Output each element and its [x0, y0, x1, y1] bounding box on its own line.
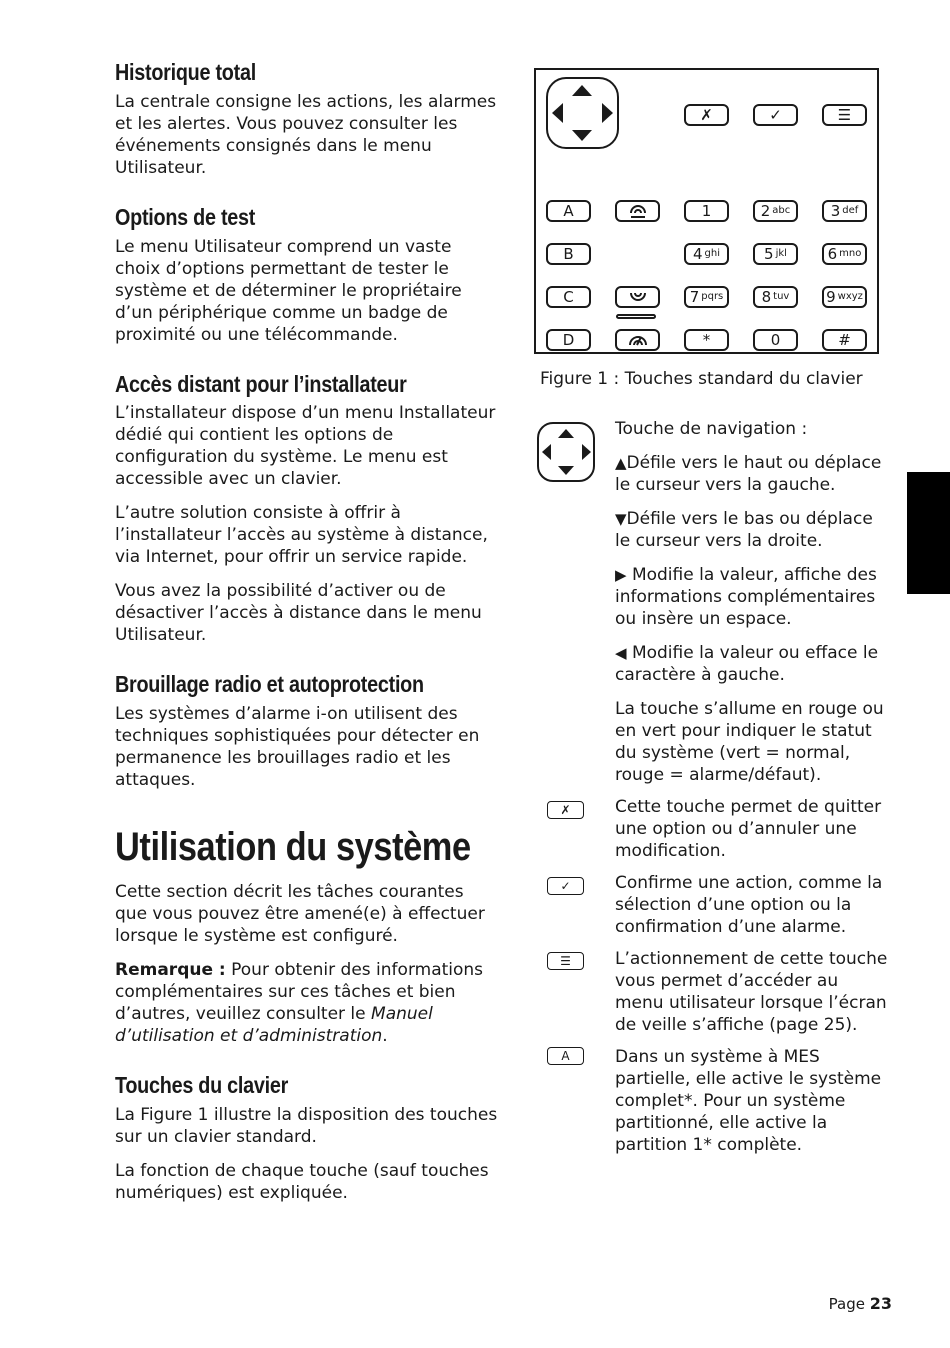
key-6-label: 6: [827, 244, 838, 263]
remarque-body: Pour obtenir des informations complémentaires sur ces tâches et bien d’autres, veuillez consulter le: [115, 960, 484, 1024]
legend-menu-key-icon: [547, 952, 584, 970]
key-8-label: 8: [761, 287, 772, 306]
nav-icon-right-arrow-icon: [582, 444, 591, 460]
heading-acces-distant: Accès distant pour l’installateur: [115, 370, 407, 397]
key-legend: [615, 418, 890, 1166]
nav-light-desc: La touche s’allume en rouge ou en vert pour indiquer le statut du système (vert = normal, rouge = alarme/défaut).: [615, 699, 884, 785]
nav-right-text: Modifie la valeur, affiche des informations complémentaires ou insère un espace.: [615, 565, 877, 629]
navigation-key-icon: [537, 422, 595, 482]
key-b: [546, 243, 591, 265]
sound-key: [615, 286, 660, 308]
key-9-letters: wxyz: [837, 291, 863, 302]
key-5-label: 5: [764, 244, 774, 263]
key-9: [822, 286, 867, 308]
key-8: [753, 286, 798, 308]
legend-cancel-icon: ✗: [560, 803, 571, 817]
menu-key: [822, 104, 867, 126]
key-3-letters: def: [842, 205, 859, 216]
heading-touches: Touches du clavier: [115, 1072, 289, 1098]
nav-left-arrow-icon: [552, 103, 563, 123]
key-d: [546, 329, 591, 351]
key-6-letters: mno: [839, 248, 862, 259]
left-column: [115, 58, 500, 1220]
remarque-italic: Manuel d’utilisation et d’administration: [115, 1004, 433, 1046]
key-2-letters: abc: [772, 205, 791, 216]
down-arrow-icon: ▼: [615, 510, 627, 528]
key-9-label: 9: [826, 287, 836, 306]
key-7-label: 7: [689, 287, 700, 306]
key-c: [546, 286, 591, 308]
key-2-label: 2: [760, 201, 771, 220]
a-desc: Dans un système à MES partielle, elle active le système complet*. Pour un système partitionné, elle active la partition 1* complète.: [615, 1047, 882, 1155]
left-arrow-icon: ◀: [615, 644, 627, 662]
section-options-test: [115, 203, 500, 346]
key-star-label: *: [702, 330, 711, 349]
key-5-letters: jkl: [775, 248, 787, 259]
keypad-figure: [534, 68, 879, 354]
heading-utilisation: Utilisation du système: [115, 825, 471, 869]
nav-right-arrow-icon: [602, 103, 613, 123]
legend-check-icon: ✓: [560, 879, 571, 893]
part-set-key: [615, 200, 660, 222]
key-3-label: 3: [830, 201, 841, 220]
key-1-label: 1: [701, 201, 712, 220]
heading-options-test: Options de test: [115, 203, 256, 230]
key-a-label: A: [563, 201, 574, 220]
menu-desc: L’actionnement de cette touche vous permet d’accéder au menu utilisateur lorsque l’écran de veille s’affiche (page 25).: [615, 949, 888, 1035]
key-5: [753, 243, 798, 265]
legend-a-key-icon: [547, 1047, 584, 1065]
legend-confirm-key-icon: [547, 877, 584, 895]
legend-a-label: A: [561, 1049, 570, 1063]
text-touches-2: La fonction de chaque touche (sauf touches numériques) est expliquée.: [115, 1160, 489, 1203]
part-set-icon: [627, 203, 649, 219]
nav-up-text: Défile vers le haut ou déplace le curseur vers la gauche.: [615, 453, 882, 495]
heading-brouillage: Brouillage radio et autoprotection: [115, 671, 424, 698]
key-a: [546, 200, 591, 222]
page-label: Page: [828, 1295, 870, 1313]
legend-cancel-key-icon: [547, 801, 584, 819]
cancel-key: [684, 104, 729, 126]
nav-icon-down-arrow-icon: [558, 466, 574, 475]
key-1: [684, 200, 729, 222]
confirm-key: [753, 104, 798, 126]
key-6: [822, 243, 867, 265]
text-touches-1: La Figure 1 illustre la disposition des touches sur un clavier standard.: [115, 1104, 498, 1147]
nav-pad: [546, 77, 619, 149]
section-brouillage: [115, 670, 500, 791]
key-2: [753, 200, 798, 222]
section-acces-distant: [115, 370, 500, 647]
key-star: [684, 329, 729, 351]
nav-down-arrow-icon: [572, 130, 592, 141]
text-acces-distant-3: Vous avez la possibilité d’activer ou de désactiver l’accès à distance dans le menu Utilisateur.: [115, 581, 482, 646]
section-utilisation: [115, 823, 500, 1047]
remarque-end: .: [382, 1026, 388, 1046]
key-hash: [822, 329, 867, 351]
nav-right-desc: [615, 564, 890, 630]
key-c-label: C: [563, 287, 574, 306]
right-arrow-icon: ▶: [615, 566, 627, 584]
key-hash-label: #: [838, 330, 851, 349]
sound-icon: [627, 290, 649, 304]
key-4: [684, 243, 729, 265]
key-7: [684, 286, 729, 308]
confirm-desc: Confirme une action, comme la sélection d’une option ou la confirmation d’une alarme.: [615, 873, 883, 937]
nav-left-desc: [615, 642, 890, 686]
nav-down-text: Défile vers le bas ou déplace le curseur vers la droite.: [615, 509, 873, 551]
nav-icon-up-arrow-icon: [558, 429, 574, 438]
chapter-tab-marker: [907, 472, 950, 594]
text-utilisation: Cette section décrit les tâches courantes que vous pouvez être amené(e) à effectuer lorsque le système est configuré.: [115, 882, 485, 946]
key-b-label: B: [563, 244, 574, 263]
key-d-label: D: [562, 330, 575, 349]
nav-down-desc: [615, 508, 890, 552]
section-touches: [115, 1071, 500, 1204]
key-0: [753, 329, 798, 351]
cancel-icon: ✗: [700, 105, 713, 124]
menu-icon: ☰: [837, 105, 852, 124]
legend-menu-icon: ☰: [560, 954, 571, 968]
nav-up-arrow-icon: [572, 85, 592, 96]
up-arrow-icon: ▲: [615, 454, 627, 472]
page-number-value: 23: [869, 1294, 892, 1313]
full-set-key: [615, 329, 660, 351]
nav-left-text: Modifie la valeur ou efface le caractère à gauche.: [615, 643, 879, 685]
key-4-label: 4: [692, 244, 703, 263]
key-3: [822, 200, 867, 222]
key-4-letters: ghi: [704, 248, 720, 259]
status-light-bar: [616, 314, 656, 319]
full-set-icon: [627, 333, 649, 347]
key-7-letters: pqrs: [701, 291, 724, 302]
text-acces-distant-2: L’autre solution consiste à offrir à l’installateur l’accès au système à distance, via Internet, pour offrir un service rapide.: [115, 503, 488, 568]
section-historique: [115, 58, 500, 179]
text-acces-distant-1: L’installateur dispose d’un menu Installateur dédié qui contient les options de configuration du système. Le menu est accessible avec un clavier.: [115, 403, 496, 490]
nav-up-desc: [615, 452, 890, 496]
key-0-label: 0: [770, 330, 781, 349]
nav-title: Touche de navigation :: [615, 419, 808, 439]
text-brouillage: Les systèmes d’alarme i-on utilisent des techniques sophistiquées pour détecter en permanence les brouillages radio et les attaques.: [115, 704, 480, 790]
heading-historique: Historique total: [115, 59, 256, 85]
page-number: [829, 1294, 892, 1313]
nav-icon-left-arrow-icon: [542, 444, 551, 460]
text-options-test: Le menu Utilisateur comprend un vaste choix d’options permettant de tester le système et de déterminer le propriétaire d’un périphérique comme un badge de proximité ou une télécommande.: [115, 236, 462, 345]
cancel-desc: Cette touche permet de quitter une option ou d’annuler une modification.: [615, 797, 882, 861]
remarque-label: Remarque :: [115, 960, 226, 980]
check-icon: ✓: [769, 105, 782, 124]
text-remarque: [115, 959, 500, 1047]
key-8-letters: tuv: [773, 291, 790, 302]
text-historique: La centrale consigne les actions, les alarmes et les alertes. Vous pouvez consulter les événements consignés dans le menu Utilisateur.: [115, 91, 497, 178]
figure-caption: Figure 1 : Touches standard du clavier: [540, 369, 863, 389]
